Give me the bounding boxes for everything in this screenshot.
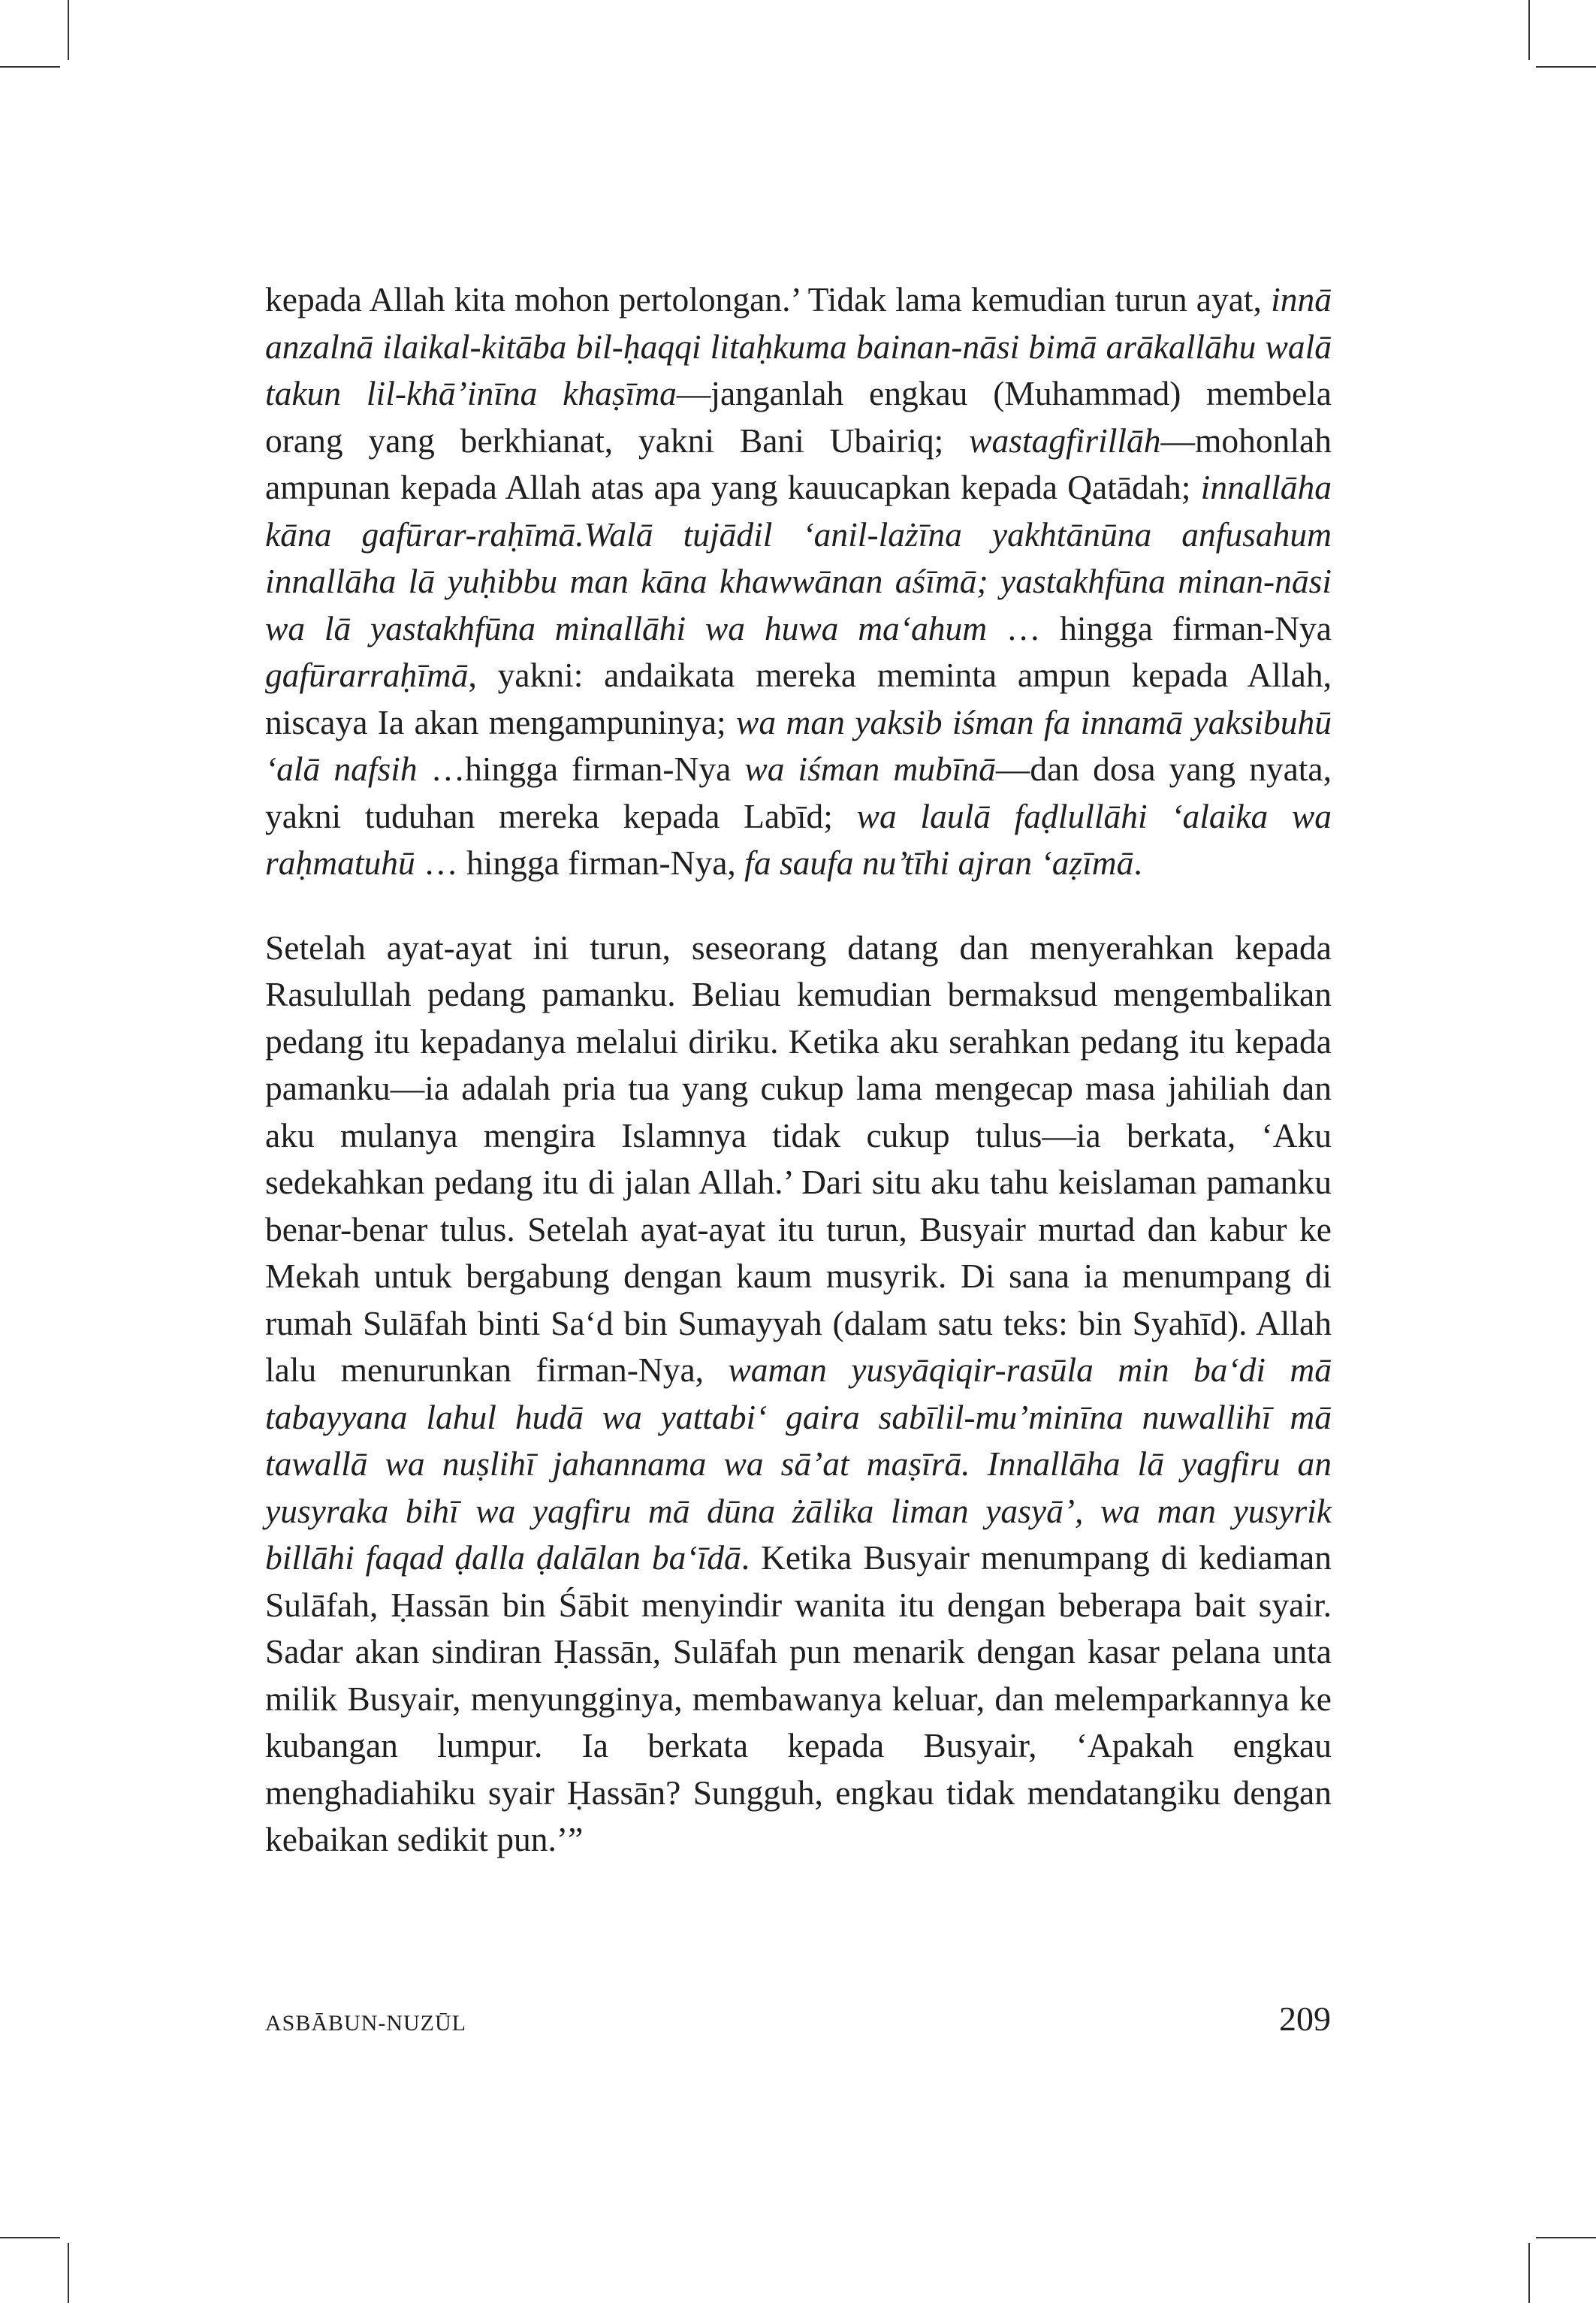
crop-mark bbox=[0, 2237, 60, 2238]
page-number: 209 bbox=[1279, 2000, 1331, 2038]
crop-mark bbox=[0, 66, 60, 68]
running-head: ASBĀBUN-NUZŪL bbox=[265, 2011, 466, 2036]
crop-mark bbox=[1536, 66, 1596, 68]
text-run: … hingga firman-Nya, bbox=[415, 844, 745, 882]
italic-run: wa iśman mubīnā bbox=[744, 750, 996, 788]
crop-mark bbox=[1528, 0, 1530, 60]
crop-mark bbox=[68, 2243, 69, 2303]
text-run: —dan dosa yang nyata, yakni tuduhan mereka kepada Labīd; bbox=[265, 750, 1332, 835]
italic-run: wa laulā faḍlullāhi ‘alaika wa raḥmatuhū bbox=[265, 796, 1332, 882]
text-run: Setelah ayat-ayat ini turun, seseorang datang dan menyerahkan kepada Rasulullah pedang pamanku. Beliau kemudian bermaksud mengembalikan pedang itu kepadanya melalui diriku. Ketika aku serahkan pedang itu kepada pamanku—ia adalah pria tua yang cukup lama mengecap masa jahiliah dan aku mulanya mengira Islamnya tidak cukup tulus—ia berkata, ‘Aku sedekahkan pedang itu di jalan Allah.’ Dari situ aku tahu keislaman pamanku benar-benar tulus. Setelah ayat-ayat itu turun, Busyair murtad dan kabur ke Mekah untuk bergabung dengan kaum musyrik. Di sana ia menumpang di rumah Sulāfah binti Sa‘d bin Sumayyah (dalam satu teks: bin Syahīd). Allah lalu menurunkan firman-Nya, bbox=[265, 928, 1332, 1389]
italic-run: innallāha kāna gafūrar-raḥīmā.Walā tujādil ‘anil-lażīna yakhtānūna anfusahum innallāha lā yuḥibbu man kāna khawwānan aśīmā; yastakhfūna minan-nāsi wa lā yastakhfūna minallāhi wa huwa ma‘ahum bbox=[265, 468, 1332, 647]
text-run: —mohonlah ampunan kepada Allah atas apa yang kauucapkan kepada Qatādah; bbox=[265, 421, 1332, 506]
italic-run: wa man yaksib iśman fa innamā yaksibuhū ‘alā nafsih bbox=[265, 702, 1332, 788]
text-run: kepada Allah kita mohon pertolongan.’ Tidak lama kemudian turun ayat, bbox=[265, 280, 1272, 318]
crop-mark bbox=[68, 0, 69, 60]
italic-run: gafūrarraḥīmā bbox=[265, 656, 469, 694]
italic-run: innā anzalnā ilaikal-kitāba bil-ḥaqqi litaḥkuma bainan-nāsi bimā arākallāhu walā takun lil-khā’inīna khaṣīma bbox=[265, 280, 1332, 412]
text-run: . bbox=[1133, 844, 1142, 882]
text-run: . Ketika Busyair menumpang di kediaman Sulāfah, Ḥassān bin Śābit menyindir wanita itu dengan beberapa bait syair. Sadar akan sindiran Ḥassān, Sulāfah pun menarik dengan kasar pelana unta milik Busyair, menyungginya, membawanya keluar, dan melemparkannya ke kubangan lumpur. Ia berkata kepada Busyair, ‘Apakah engkau menghadiahiku syair Ḥassān? Sungguh, engkau tidak mendatangiku dengan kebaikan sedikit pun.’” bbox=[265, 1538, 1332, 1858]
text-run: … hingga firman-Nya bbox=[987, 608, 1332, 647]
text-run: …hingga firman-Nya bbox=[417, 750, 745, 788]
italic-run: waman yusyāqiqir-rasūla min ba‘di mā tabayyana lahul hudā wa yattabi‘ gaira sabīlil-mu’minīna nuwallihī mā tawallā wa nuṣlihī jahannama wa sā’at maṣīrā. Innallāha lā yagfiru an yusyraka bihī wa yagfiru mā dūna żālika liman yasyā’, wa man yusyrik billāhi faqad ḍalla ḍalālan ba‘īdā bbox=[265, 1351, 1332, 1577]
crop-mark bbox=[1528, 2243, 1530, 2303]
italic-run: wastagfirillāh bbox=[969, 421, 1161, 460]
paragraph bbox=[265, 276, 1332, 887]
body-text bbox=[265, 276, 1332, 1864]
crop-mark bbox=[1536, 2237, 1596, 2238]
italic-run: fa saufa nu’tīhi ajran ‘aẓīmā bbox=[744, 844, 1134, 882]
text-run: —janganlah engkau (Muhammad) membela orang yang berkhianat, yakni Bani Ubairiq; bbox=[265, 374, 1332, 460]
paragraph bbox=[265, 925, 1332, 1864]
text-run: , yakni: andaikata mereka meminta ampun kepada Allah, niscaya Ia akan mengampuninya; bbox=[265, 656, 1332, 741]
